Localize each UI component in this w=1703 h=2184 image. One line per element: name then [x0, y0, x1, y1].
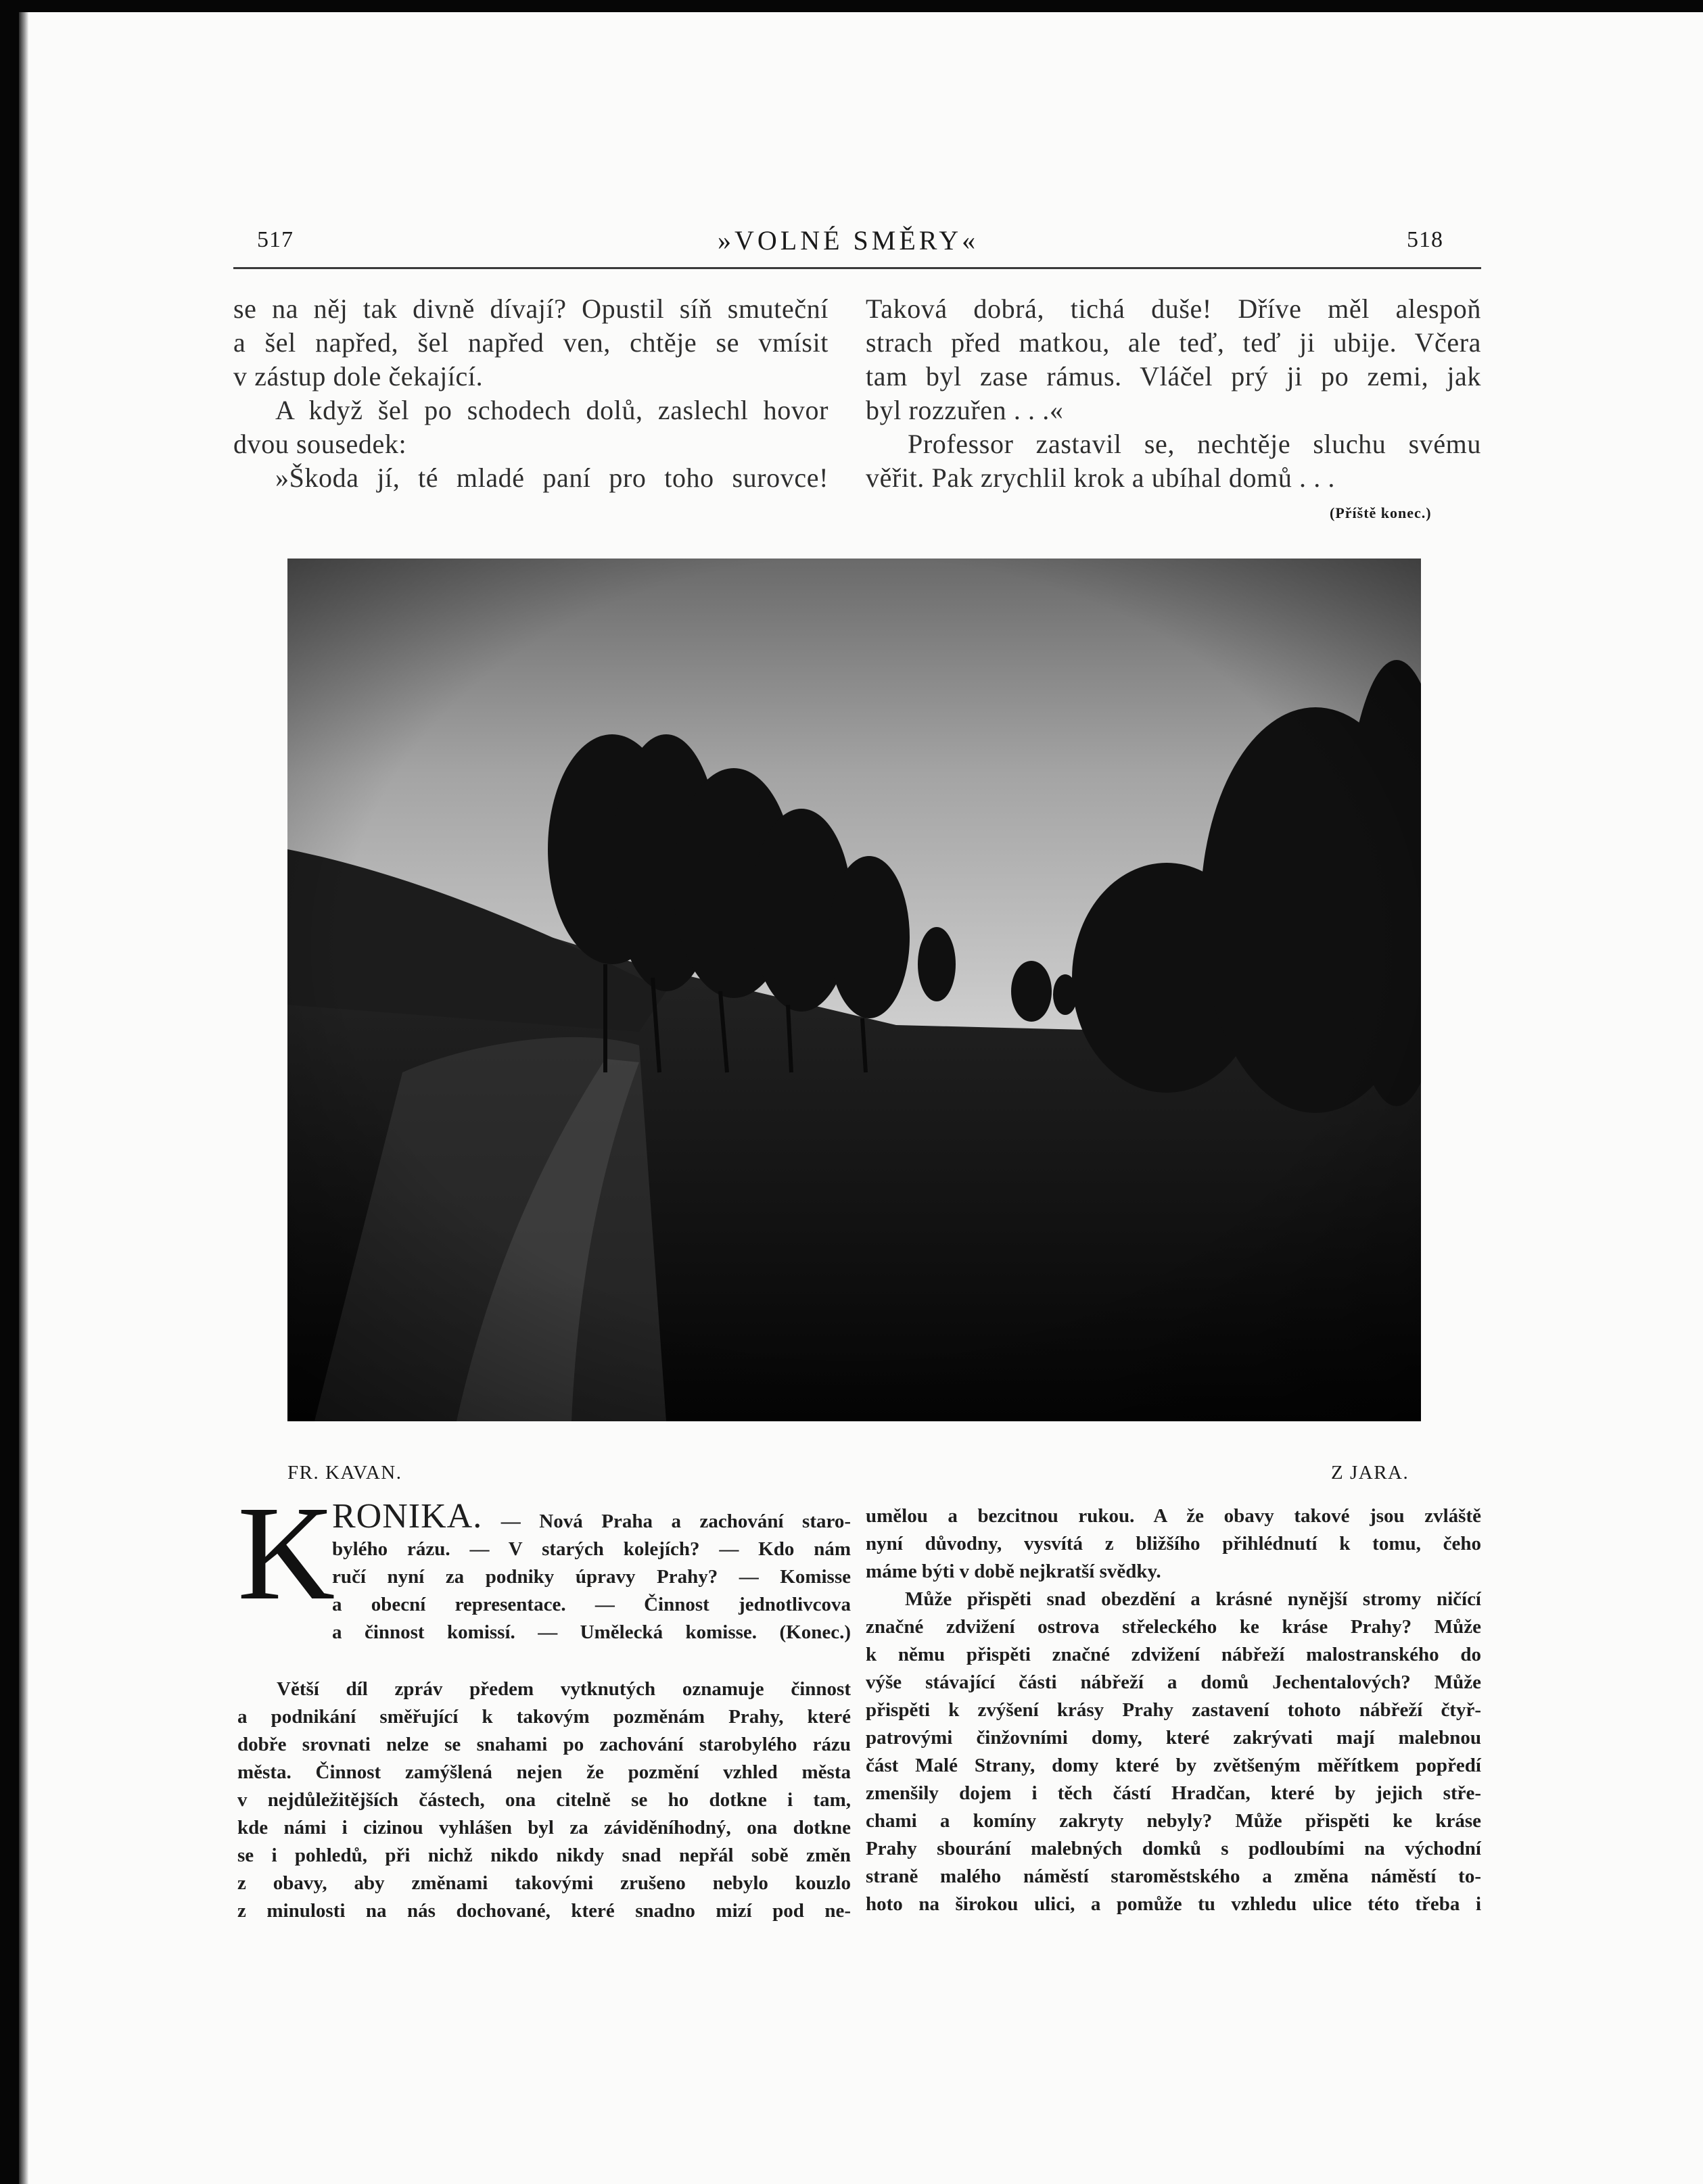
kronika-line: kde námi i cizinou vyhlášen byl za záviděníhodný, ona dotkne	[237, 1817, 851, 1838]
kronika-line: straně malého náměstí staroměstského a změna náměstí to-	[866, 1866, 1481, 1887]
kronika-title: RONIKA.	[332, 1497, 483, 1536]
page-number-left: 517	[257, 227, 294, 252]
story-line: A když šel po schodech dolů, zaslechl hovor	[275, 395, 829, 425]
photo-artist-caption: FR. KAVAN.	[287, 1462, 402, 1483]
heading-line: ručí nyní za podniky úpravy Prahy? — Komisse	[332, 1566, 851, 1588]
landscape-photograph	[287, 559, 1421, 1421]
story-line: »Škoda jí, té mladé paní pro toho surovce!	[275, 462, 829, 493]
story-left-column	[233, 292, 829, 495]
kronika-left-column	[237, 1676, 851, 1925]
heading-line: a obecní representace. — Činnost jednotlivcova	[332, 1594, 851, 1615]
story-line: v zástup dole čekající.	[233, 361, 484, 391]
kronika-line: Prahy sbourání malebných domků s podloubími na východní	[866, 1838, 1481, 1859]
story-right-column	[866, 292, 1481, 495]
story-line: se na něj tak divně dívají? Opustil síň smuteční	[233, 293, 829, 324]
dropcap-letter: K	[237, 1479, 335, 1628]
kronika-line: máme býti v době nejkratší svědky.	[866, 1561, 1161, 1582]
kronika-heading	[332, 1497, 852, 1646]
kronika-line: se i pohledů, při nichž nikdo nikdy snad nepřál sobě změn	[237, 1845, 851, 1866]
kronika-line: výše stávající části nábřeží a domů Jechentalových? Může	[866, 1671, 1481, 1693]
scanned-page	[19, 12, 1703, 2184]
kronika-line: z obavy, aby změnami takovými zrušeno nebylo kouzlo	[237, 1872, 851, 1894]
kronika-line: zmenšily dojem i těch částí Hradčan, které by jejich stře-	[866, 1782, 1481, 1804]
kronika-line: hoto na širokou ulici, a pomůže tu vzhledu ulice této třeba i	[866, 1893, 1481, 1915]
photo-title-caption: Z JARA.	[1331, 1462, 1409, 1483]
story-line: tam byl zase rámus. Vláčel prý ji po zemi, jak	[866, 361, 1481, 391]
kronika-line: v nejdůležitějších částech, ona citelně se ho dotkne i tam,	[237, 1789, 851, 1811]
story-line: věřit. Pak zrychlil krok a ubíhal domů . . .	[866, 462, 1336, 493]
kronika-line: a podnikání směřující k takovým pozměnám Prahy, které	[237, 1706, 851, 1728]
kronika-line: chami a komíny zakryty nebyly? Může přispěti ke kráse	[866, 1810, 1481, 1832]
continuation-note: (Příště konec.)	[1330, 504, 1432, 521]
kronika-line: část Malé Strany, domy které by zvětšeným měřítkem popředí	[866, 1755, 1481, 1776]
running-title: »VOLNÉ SMĚRY«	[718, 225, 979, 256]
kronika-line: města. Činnost zamýšlená nejen že pozmění vzhled města	[237, 1761, 851, 1783]
page-number-right: 518	[1407, 227, 1443, 252]
kronika-line: Větší díl zpráv předem vytknutých oznamuje činnost	[277, 1678, 851, 1700]
heading-line: bylého rázu. — V starých kolejích? — Kdo nám	[332, 1538, 851, 1560]
story-line: strach před matkou, ale teď, teď ji ubije. Včera	[866, 327, 1481, 358]
kronika-line: patrovými činžovními domy, které zakrývati mají malebnou	[866, 1727, 1481, 1749]
kronika-line: umělou a bezcitnou rukou. A že obavy takové jsou zvláště	[866, 1505, 1481, 1527]
story-line: dvou sousedek:	[233, 429, 407, 459]
kronika-line: značné zdvižení ostrova střeleckého ke kráse Prahy? Může	[866, 1616, 1481, 1638]
kronika-line: Může přispěti snad obezdění a krásné nynější stromy ničící	[905, 1588, 1481, 1610]
kronika-line: přispěti k zvýšení krásy Prahy zastavení tohoto nábřeží čtyř-	[866, 1699, 1481, 1721]
kronika-line: nyní důvodny, vysvítá z bližšího přihlédnutí k tomu, čeho	[866, 1533, 1481, 1554]
kronika-line: z minulosti na nás dochované, které snadno mizí pod ne-	[237, 1900, 851, 1922]
heading-line: — Nová Praha a zachování staro-	[500, 1511, 852, 1532]
kronika-line: k němu přispěti značné zdvižení nábřeží malostranského do	[866, 1644, 1481, 1665]
heading-line: a činnost komissí. — Umělecká komisse. (Konec.)	[332, 1621, 851, 1643]
kronika-right-column	[866, 1502, 1481, 1918]
kronika-line: dobře srovnati nelze se snahami po zachování starobylého rázu	[237, 1734, 851, 1755]
story-line: Professor zastavil se, nechtěje sluchu svému	[908, 429, 1481, 459]
header-rule	[233, 267, 1481, 269]
story-line: a šel napřed, šel napřed ven, chtěje se vmísit	[233, 327, 829, 358]
story-line: Taková dobrá, tichá duše! Dříve měl alespoň	[866, 293, 1481, 324]
story-line: byl rozzuřen . . .«	[866, 395, 1064, 425]
